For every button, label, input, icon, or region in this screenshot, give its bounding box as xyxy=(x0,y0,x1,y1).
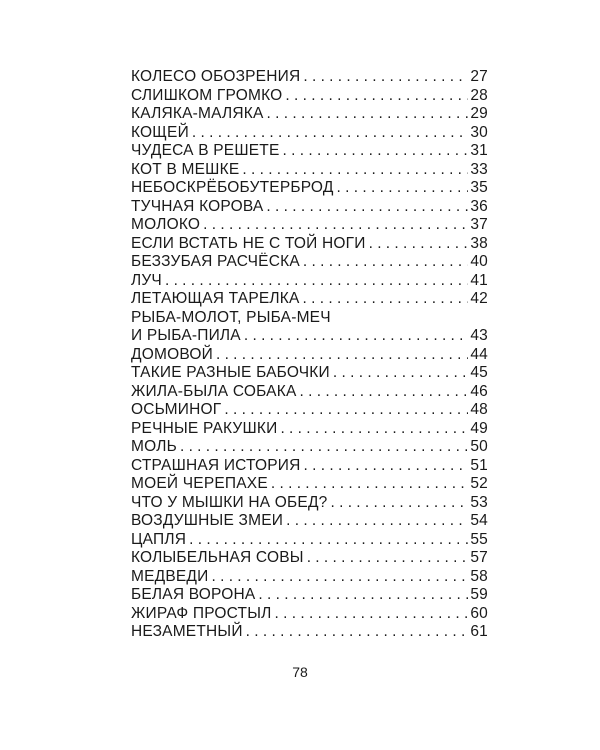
toc-entry-page: 36 xyxy=(470,197,488,215)
toc-entry xyxy=(131,364,488,383)
toc-entry xyxy=(131,549,488,568)
toc-entry-line xyxy=(131,87,488,106)
toc-entry xyxy=(131,309,488,346)
toc-entry xyxy=(131,253,488,272)
toc-entry-page: 50 xyxy=(470,438,488,455)
toc-leader-dots xyxy=(286,512,468,531)
toc-entry-title: ЧУДЕСА В РЕШЕТЕ xyxy=(131,142,280,159)
toc-entry-title: КОЛЕСО ОБОЗРЕНИЯ xyxy=(131,68,301,85)
toc-entry-line xyxy=(131,198,488,217)
toc-leader-dots xyxy=(307,549,468,568)
toc-entry-page: 48 xyxy=(470,401,488,418)
toc-entry-line xyxy=(131,512,488,531)
toc-entry-title: ДОМОВОЙ xyxy=(131,345,213,363)
toc-leader-dots xyxy=(275,605,468,624)
toc-entry-title: КОЩЕЙ xyxy=(131,123,189,141)
toc-entry-title: ЛУЧ xyxy=(131,271,162,289)
toc-entry-page: 51 xyxy=(470,456,488,474)
toc-entry xyxy=(131,142,488,161)
toc-entry-title: ОСЬМИНОГ xyxy=(131,401,222,418)
toc-entry-page: 54 xyxy=(470,512,488,529)
toc-leader-dots xyxy=(280,420,468,439)
toc-entry-page: 41 xyxy=(470,271,488,289)
toc-leader-dots xyxy=(303,68,468,87)
toc-entry-line xyxy=(131,327,488,346)
toc-entry xyxy=(131,438,488,457)
toc-entry-title: МОЛЬ xyxy=(131,438,177,455)
toc-entry-title: ТУЧНАЯ КОРОВА xyxy=(131,197,264,215)
toc-entry-title: БЕЛАЯ ВОРОНА xyxy=(131,586,256,603)
toc-entry xyxy=(131,605,488,624)
toc-entry-page: 35 xyxy=(470,179,488,196)
toc-leader-dots xyxy=(189,531,468,550)
toc-entry-title: РЕЧНЫЕ РАКУШКИ xyxy=(131,419,278,437)
toc-entry-line xyxy=(131,568,488,587)
toc-entry-page: 30 xyxy=(470,123,488,141)
toc-leader-dots xyxy=(271,475,468,494)
toc-entry-page: 31 xyxy=(470,142,488,159)
toc-entry-line xyxy=(131,531,488,550)
toc-entry-line xyxy=(131,401,488,420)
toc-entry-page: 38 xyxy=(470,234,488,252)
toc-leader-dots xyxy=(224,401,468,420)
toc-entry-page: 43 xyxy=(470,327,488,344)
toc-entry-title: КОЛЫБЕЛЬНАЯ СОВЫ xyxy=(131,549,304,566)
toc-entry xyxy=(131,198,488,217)
toc-entry-page: 58 xyxy=(470,567,488,585)
toc-entry xyxy=(131,420,488,439)
toc-entry-line xyxy=(131,494,488,513)
toc-entry-title: ЛЕТАЮЩАЯ ТАРЕЛКА xyxy=(131,290,300,307)
toc-entry xyxy=(131,87,488,106)
toc-entry xyxy=(131,235,488,254)
toc-entry xyxy=(131,68,488,87)
toc-entry-line xyxy=(131,179,488,198)
toc-entry-page: 61 xyxy=(470,623,488,640)
toc-entry xyxy=(131,161,488,180)
toc-entry xyxy=(131,623,488,642)
toc-leader-dots xyxy=(246,623,468,642)
toc-entry xyxy=(131,401,488,420)
toc-entry xyxy=(131,216,488,235)
toc-leader-dots xyxy=(266,198,468,217)
toc-entry-title: МЕДВЕДИ xyxy=(131,567,209,585)
toc-entry-line xyxy=(131,364,488,383)
toc-leader-dots xyxy=(216,346,468,365)
toc-leader-dots xyxy=(283,142,469,161)
toc-entry-title: РЫБА-МОЛОТ, РЫБА-МЕЧ xyxy=(131,308,331,326)
toc-entry-page: 46 xyxy=(470,382,488,400)
toc-entry-title: ЖИЛА-БЫЛА СОБАКА xyxy=(131,382,297,400)
toc-entry-page: 57 xyxy=(470,549,488,566)
toc-entry-page: 45 xyxy=(470,364,488,381)
toc-entry-line xyxy=(131,438,488,457)
toc-entry-page: 29 xyxy=(470,105,488,122)
toc-entry-line xyxy=(131,68,488,87)
toc-entry-line xyxy=(131,272,488,291)
toc-entry-line xyxy=(131,346,488,365)
toc-entry-title: ЖИРАФ ПРОСТЫЛ xyxy=(131,604,272,622)
toc-entry xyxy=(131,179,488,198)
toc-entry-line xyxy=(131,161,488,180)
toc-entry-line xyxy=(131,216,488,235)
toc-entry xyxy=(131,475,488,494)
toc-entry-line xyxy=(131,124,488,143)
toc-entry-page: 44 xyxy=(470,345,488,363)
toc-entry-line xyxy=(131,623,488,642)
toc-leader-dots xyxy=(165,272,468,291)
toc-entry-line xyxy=(131,457,488,476)
toc-leader-dots xyxy=(203,216,468,235)
toc-entry xyxy=(131,586,488,605)
toc-entry xyxy=(131,531,488,550)
toc-entry-title: ВОЗДУШНЫЕ ЗМЕИ xyxy=(131,512,284,529)
toc-entry-title: СЛИШКОМ ГРОМКО xyxy=(131,86,283,104)
toc-entry xyxy=(131,105,488,124)
toc-leader-dots xyxy=(303,253,468,272)
toc-entry-line xyxy=(131,105,488,124)
toc-leader-dots xyxy=(192,124,468,143)
table-of-contents xyxy=(131,68,488,642)
toc-entry-title: И РЫБА-ПИЛА xyxy=(131,327,241,344)
toc-leader-dots xyxy=(369,235,468,254)
toc-leader-dots xyxy=(299,383,468,402)
toc-entry-line xyxy=(131,290,488,309)
toc-leader-dots xyxy=(267,105,468,124)
toc-entry-title: СТРАШНАЯ ИСТОРИЯ xyxy=(131,456,301,474)
toc-entry-page: 37 xyxy=(470,216,488,233)
toc-entry-title: КАЛЯКА-МАЛЯКА xyxy=(131,105,264,122)
toc-entry-page: 59 xyxy=(470,586,488,603)
toc-entry xyxy=(131,494,488,513)
toc-entry xyxy=(131,457,488,476)
toc-leader-dots xyxy=(285,87,468,106)
toc-entry xyxy=(131,512,488,531)
toc-leader-dots xyxy=(337,179,468,198)
toc-entry-line xyxy=(131,142,488,161)
toc-entry-page: 49 xyxy=(470,419,488,437)
toc-entry-title: КОТ В МЕШКЕ xyxy=(131,160,240,178)
toc-entry-title: ЦАПЛЯ xyxy=(131,530,187,548)
toc-entry xyxy=(131,124,488,143)
toc-entry-page: 42 xyxy=(470,290,488,307)
toc-entry-page: 53 xyxy=(470,493,488,511)
toc-leader-dots xyxy=(303,290,468,309)
toc-entry-page: 60 xyxy=(470,604,488,622)
toc-entry-title: НЕБОСКРЁБОБУТЕРБРОД xyxy=(131,179,334,196)
toc-entry-line xyxy=(131,253,488,272)
toc-entry-page: 33 xyxy=(470,160,488,178)
toc-leader-dots xyxy=(244,327,468,346)
toc-entry-line xyxy=(131,605,488,624)
toc-entry-line xyxy=(131,475,488,494)
toc-entry-title: МОЕЙ ЧЕРЕПАХЕ xyxy=(131,475,268,492)
toc-entry-page: 28 xyxy=(470,86,488,104)
page-number: 78 xyxy=(292,664,308,680)
toc-entry-line xyxy=(131,586,488,605)
toc-leader-dots xyxy=(242,161,468,180)
toc-entry xyxy=(131,346,488,365)
toc-leader-dots xyxy=(304,457,468,476)
toc-leader-dots xyxy=(180,438,468,457)
toc-entry xyxy=(131,272,488,291)
toc-leader-dots xyxy=(333,364,468,383)
toc-entry-title: ТАКИЕ РАЗНЫЕ БАБОЧКИ xyxy=(131,364,330,381)
toc-entry xyxy=(131,568,488,587)
toc-entry-line xyxy=(131,383,488,402)
toc-entry-page: 40 xyxy=(470,253,488,270)
toc-entry xyxy=(131,383,488,402)
toc-entry-line xyxy=(131,420,488,439)
toc-leader-dots xyxy=(211,568,468,587)
toc-entry-page: 27 xyxy=(470,68,488,85)
toc-entry-page: 52 xyxy=(470,475,488,492)
toc-entry-title: ЧТО У МЫШКИ НА ОБЕД? xyxy=(131,493,328,511)
toc-entry-line xyxy=(131,549,488,568)
toc-entry-title: ЕСЛИ ВСТАТЬ НЕ С ТОЙ НОГИ xyxy=(131,234,366,252)
toc-leader-dots xyxy=(330,494,468,513)
toc-entry-title: НЕЗАМЕТНЫЙ xyxy=(131,623,243,640)
toc-entry-title: БЕЗЗУБАЯ РАСЧЁСКА xyxy=(131,253,300,270)
toc-entry-title: МОЛОКО xyxy=(131,216,201,233)
toc-entry-page: 55 xyxy=(470,530,488,548)
toc-entry-line xyxy=(131,235,488,254)
toc-entry xyxy=(131,290,488,309)
toc-leader-dots xyxy=(258,586,468,605)
toc-entry-line xyxy=(131,309,488,328)
